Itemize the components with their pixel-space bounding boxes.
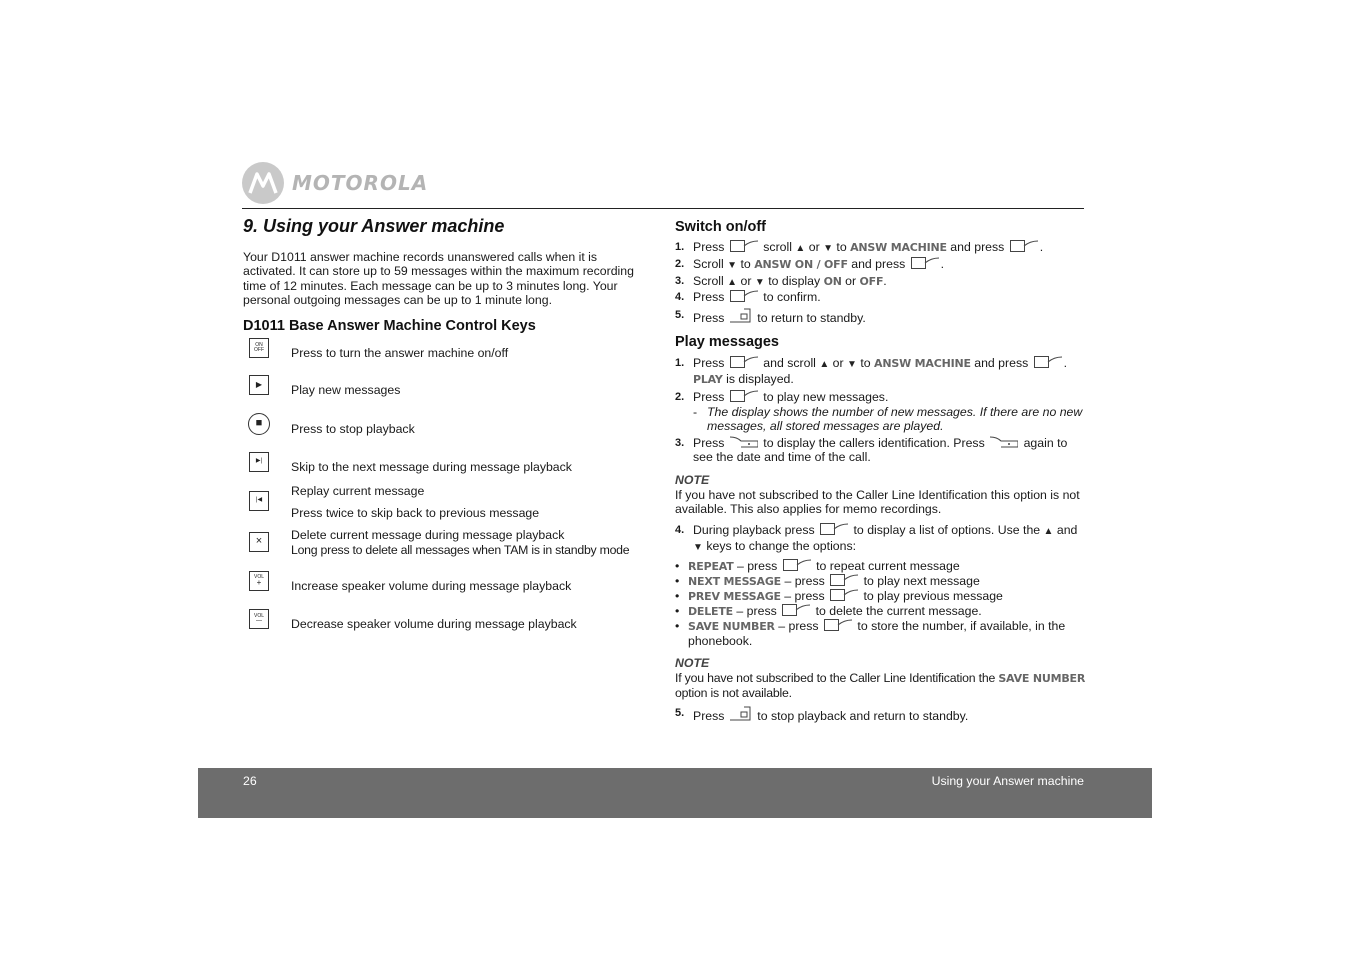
note-heading: NOTE (675, 656, 710, 671)
key-description-secondary: Long press to delete all messages when TAM is in standby mode (291, 543, 630, 557)
note-text: If you have not subscribed to the Caller Line Identification this option is not available. This also applies for memo recordings. (675, 487, 1080, 517)
key-description: Increase speaker volume during message playback (291, 579, 572, 593)
header-rule (242, 208, 1084, 209)
end-call-key-icon (730, 706, 752, 721)
scroll-up-icon: ▲ (795, 243, 806, 255)
caller-id-key-icon (730, 436, 758, 448)
scroll-down-icon: ▼ (823, 243, 833, 255)
menu-key-icon (730, 390, 758, 402)
option-list (675, 559, 1087, 649)
key-description: Skip to the next message during message playback (291, 460, 572, 474)
left-column (243, 216, 653, 631)
footer-section-title: Using your Answer machine (931, 774, 1084, 788)
list-item: • REPEAT – press to repeat current message (675, 559, 960, 574)
list-item: 2. Scroll ▼ to ANSW ON / OFF and press . (675, 256, 945, 271)
list-item: • NEXT MESSAGE – press to play next message (675, 574, 980, 589)
list-item: 1. Press and scroll ▲ or ▼ to ANSW MACHINE and press . PLAY is displayed. (675, 355, 1068, 387)
key-description-secondary: Press twice to skip back to previous message (291, 506, 540, 520)
volume-down-key-icon: VOL — (249, 609, 269, 629)
menu-key-icon (730, 290, 758, 302)
on-off-key-icon: ON OFF (249, 338, 269, 358)
delete-key-icon: × (249, 532, 269, 552)
key-description: Play new messages (291, 383, 401, 397)
keys-heading: D1011 Base Answer Machine Control Keys (243, 317, 536, 334)
switch-heading: Switch on/off (675, 219, 767, 235)
caller-id-key-icon (990, 436, 1018, 448)
scroll-up-icon: ▲ (727, 276, 738, 288)
scroll-down-icon: ▼ (847, 358, 857, 370)
scroll-down-icon: ▼ (727, 259, 738, 271)
key-description: Decrease speaker volume during message playback (291, 617, 577, 631)
menu-key-icon (1034, 356, 1062, 368)
volume-up-key-icon: VOL + (249, 571, 269, 591)
list-item: 4. Press to confirm. (675, 290, 821, 305)
play-heading: Play messages (675, 334, 779, 351)
note-heading: NOTE (675, 472, 710, 487)
list-item: • PREV MESSAGE – press to play previous message (675, 589, 1003, 604)
menu-key-icon (730, 356, 758, 368)
menu-key-icon (782, 604, 810, 616)
right-column (675, 219, 1087, 724)
list-item: 3. Press to display the callers identification. Press again to see the date and time of the call. (675, 435, 1068, 465)
scroll-up-icon: ▲ (1043, 525, 1054, 537)
key-description: Press to turn the answer machine on/off (291, 346, 509, 360)
key-description: Replay current message (291, 484, 425, 498)
key-description: Press to stop playback (291, 422, 415, 436)
stop-key-icon: ■ (248, 413, 270, 435)
play-steps-continued (675, 523, 1087, 556)
scroll-up-icon: ▲ (819, 358, 830, 370)
end-call-key-icon (730, 308, 752, 323)
note-text: If you have not subscribed to the Caller Line Identification the SAVE NUMBER option is not available. (675, 670, 1086, 701)
list-item: • SAVE NUMBER – press to store the number, if available, in the phonebook. (675, 619, 1066, 649)
page-footer (198, 768, 1152, 818)
menu-key-icon (830, 589, 858, 601)
intro-paragraph: Your D1011 answer machine records unanswered calls when it is activated. It can store up to 59 messages within the maximum recording time of 12 minutes. Each message can be up to 3 minutes long. Your personal outgoing messages can be up to 1 minute long. (243, 249, 634, 308)
menu-key-icon (824, 619, 852, 631)
menu-key-icon (911, 257, 939, 269)
skip-back-key-icon: |◀ (249, 491, 269, 511)
motorola-logo (242, 162, 428, 204)
key-description: Delete current message during message playback (291, 528, 565, 542)
page-title: 9. Using your Answer machine (243, 216, 505, 236)
motorola-batwing-icon (242, 162, 284, 204)
menu-key-icon (830, 574, 858, 586)
list-item: 5. Press to return to standby. (675, 308, 866, 325)
menu-key-icon (820, 523, 848, 535)
final-step (675, 706, 1087, 724)
list-item: • DELETE – press to delete the current message. (675, 604, 982, 619)
list-item: - The display shows the number of new messages. If there are no new messages, all stored messages are played. (693, 404, 1083, 434)
scroll-down-icon: ▼ (693, 542, 703, 554)
list-item: 3. Scroll ▲ or ▼ to display ON or OFF. (675, 273, 887, 288)
page-number: 26 (243, 774, 257, 788)
menu-key-icon (730, 240, 758, 252)
play-steps (675, 356, 1087, 465)
list-item: 2. Press to play new messages. (675, 389, 889, 404)
scroll-down-icon: ▼ (754, 276, 765, 288)
list-item: 5. Press to stop playback and return to standby. (675, 706, 969, 723)
switch-steps (675, 240, 1087, 325)
menu-key-icon (1010, 240, 1038, 252)
play-key-icon: ▶ (249, 375, 269, 395)
list-item: 4. During playback press to display a list of options. Use the ▲ and ▼ keys to change the options: (675, 522, 1078, 554)
list-item: 1. Press scroll ▲ or ▼ to ANSW MACHINE and press . (675, 240, 1044, 255)
brand-wordmark: MOTOROLA (292, 171, 429, 195)
skip-forward-key-icon: ▶| (249, 452, 269, 472)
menu-key-icon (783, 559, 811, 571)
